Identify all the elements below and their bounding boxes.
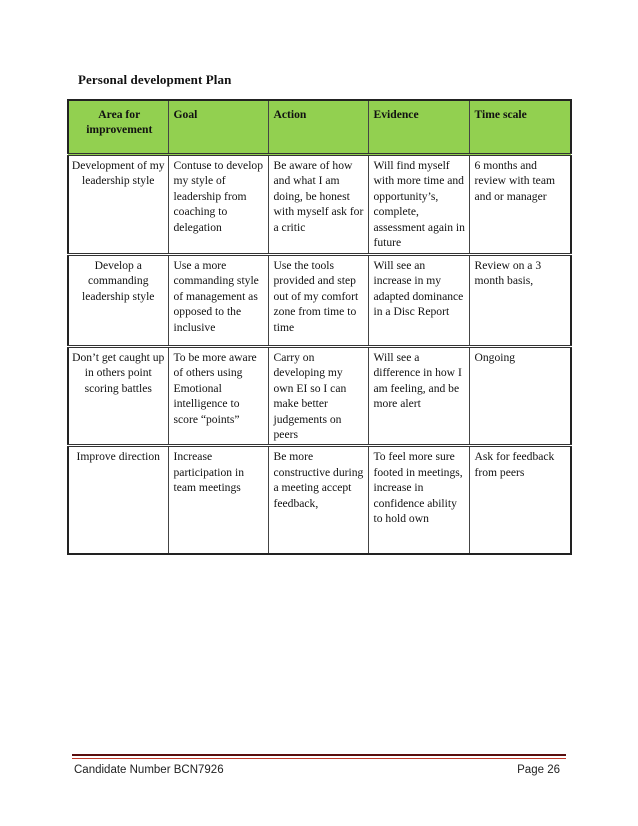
cell-goal: Contuse to develop my style of leadership from coaching to delegation — [168, 155, 268, 255]
header-action: Action — [268, 100, 368, 155]
page-title: Personal development Plan — [78, 72, 232, 87]
cell-time-scale: Review on a 3 month basis, — [469, 255, 571, 347]
cell-area: Don’t get caught up in others point scoring battles — [68, 347, 168, 446]
cell-time-scale: 6 months and review with team and or manager — [469, 155, 571, 255]
cell-evidence: To feel more sure footed in meetings, increase in confidence ability to hold own — [368, 446, 469, 554]
cell-action: Use the tools provided and step out of my comfort zone from time to time — [268, 255, 368, 347]
cell-goal: To be more aware of others using Emotional intelligence to score “points” — [168, 347, 268, 446]
cell-evidence: Will see an increase in my adapted dominance in a Disc Report — [368, 255, 469, 347]
cell-area: Develop a commanding leadership style — [68, 255, 168, 347]
header-time-scale: Time scale — [469, 100, 571, 155]
page-number: Page 26 — [517, 764, 560, 776]
table-row — [68, 255, 571, 347]
cell-action: Be more constructive during a meeting accept feedback, — [268, 446, 368, 554]
table-header-row — [68, 100, 571, 155]
cell-action: Be aware of how and what I am doing, be honest with myself ask for a critic — [268, 155, 368, 255]
development-plan-table — [67, 99, 572, 555]
candidate-number: Candidate Number BCN7926 — [74, 764, 224, 776]
table-row — [68, 155, 571, 255]
table-row — [68, 446, 571, 554]
cell-area: Improve direction — [68, 446, 168, 554]
header-evidence: Evidence — [368, 100, 469, 155]
cell-evidence: Will find myself with more time and opportunity’s, complete, assessment again in future — [368, 155, 469, 255]
cell-evidence: Will see a difference in how I am feeling, and be more alert — [368, 347, 469, 446]
footer-divider — [72, 754, 566, 756]
table-row — [68, 347, 571, 446]
cell-goal: Use a more commanding style of management as opposed to the inclusive — [168, 255, 268, 347]
cell-goal: Increase participation in team meetings — [168, 446, 268, 554]
cell-time-scale: Ongoing — [469, 347, 571, 446]
cell-action: Carry on developing my own EI so I can make better judgements on peers — [268, 347, 368, 446]
header-goal: Goal — [168, 100, 268, 155]
footer-divider-accent — [72, 758, 566, 759]
cell-area: Development of my leadership style — [68, 155, 168, 255]
header-area-for-improvement: Area for improvement — [68, 100, 168, 155]
cell-time-scale: Ask for feedback from peers — [469, 446, 571, 554]
